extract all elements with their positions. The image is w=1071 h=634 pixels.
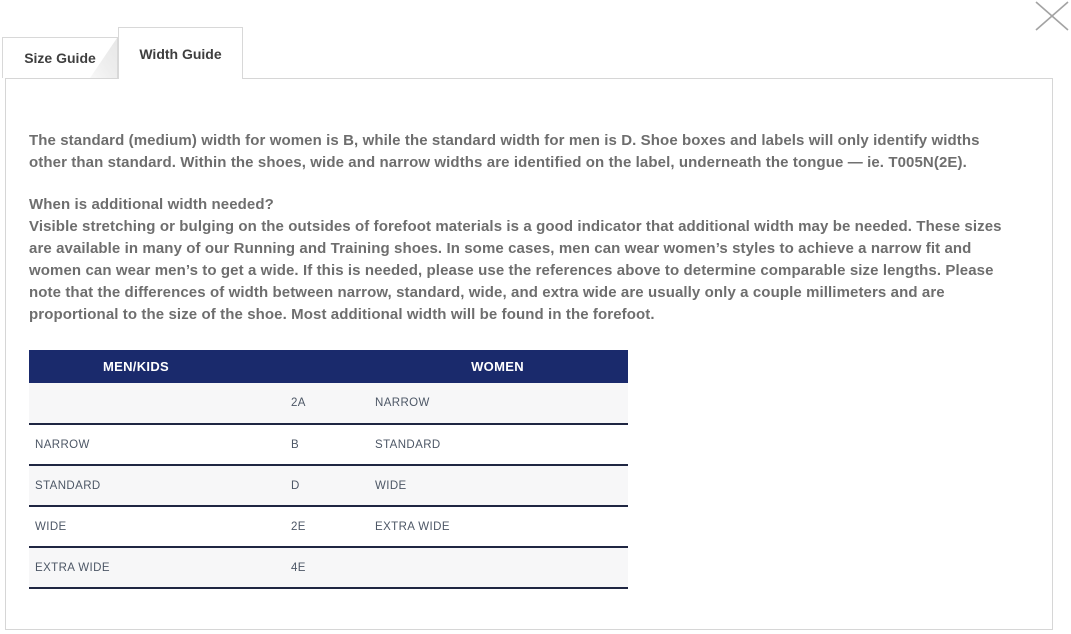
- table-cell-men-kids: WIDE: [35, 520, 67, 533]
- table-cell-women: NARROW: [375, 397, 430, 409]
- table-cell-women: [367, 547, 628, 588]
- width-details-paragraph: Visible stretching or bulging on the outsides of forefoot materials is a good indicator that additional width may be needed. These sizes are available in many of our Running and Training shoes. In some cases, men can wear women’s styles to achieve a narrow fit and women can wear men’s to get a wide. If this is needed, please use the references above to determine comparable size lengths. Please note that the differences of width between narrow, standard, wide, and extra wide are usually only a couple millimeters and are proportional to the size of the shoe. Most additional width will be found in the forefoot.: [29, 218, 1002, 323]
- table-cell-width-code: 4E: [291, 561, 306, 574]
- tab-width-guide-label: Width Guide: [139, 45, 222, 62]
- table-cell-women: EXTRA WIDE: [375, 520, 450, 533]
- table-cell-width-code: 2E: [291, 520, 306, 533]
- table-row: [29, 424, 628, 465]
- tab-size-guide[interactable]: [2, 37, 118, 78]
- header-cell-empty: [243, 350, 367, 383]
- table-cell-men-kids: NARROW: [35, 438, 90, 451]
- table-row: [29, 465, 628, 506]
- table-cell-men-kids: EXTRA WIDE: [35, 561, 110, 574]
- table-row: [29, 383, 628, 424]
- width-intro-paragraph: The standard (medium) width for women is B, while the standard width for men is D. Shoe boxes and labels will only identify widths other than standard. Within the shoes, wide and narrow widths are identified on the label, underneath the tongue — ie. T005N(2E).: [29, 132, 980, 171]
- table-row: [29, 547, 628, 588]
- width-guide-content: [29, 79, 1014, 589]
- close-icon[interactable]: [1034, 1, 1070, 33]
- table-cell-men-kids: [29, 383, 243, 424]
- header-cell-men-kids: MEN/KIDS: [29, 350, 243, 383]
- tab-width-guide[interactable]: [118, 27, 243, 79]
- table-cell-width-code: B: [291, 438, 300, 451]
- width-question-heading: When is additional width needed?: [29, 196, 274, 213]
- table-cell-women: STANDARD: [375, 438, 441, 451]
- table-cell-men-kids: STANDARD: [35, 479, 101, 492]
- table-cell-width-code: 2A: [291, 397, 306, 409]
- table-row: [29, 506, 628, 547]
- width-conversion-table: [29, 350, 628, 589]
- table-cell-women: WIDE: [375, 479, 407, 492]
- header-cell-women: WOMEN: [367, 350, 628, 383]
- tab-size-guide-label: Size Guide: [24, 50, 96, 66]
- width-guide-panel: [5, 78, 1053, 630]
- table-cell-width-code: D: [291, 479, 300, 492]
- table-header-row: [29, 350, 628, 383]
- close-x-glyph: [1034, 1, 1070, 31]
